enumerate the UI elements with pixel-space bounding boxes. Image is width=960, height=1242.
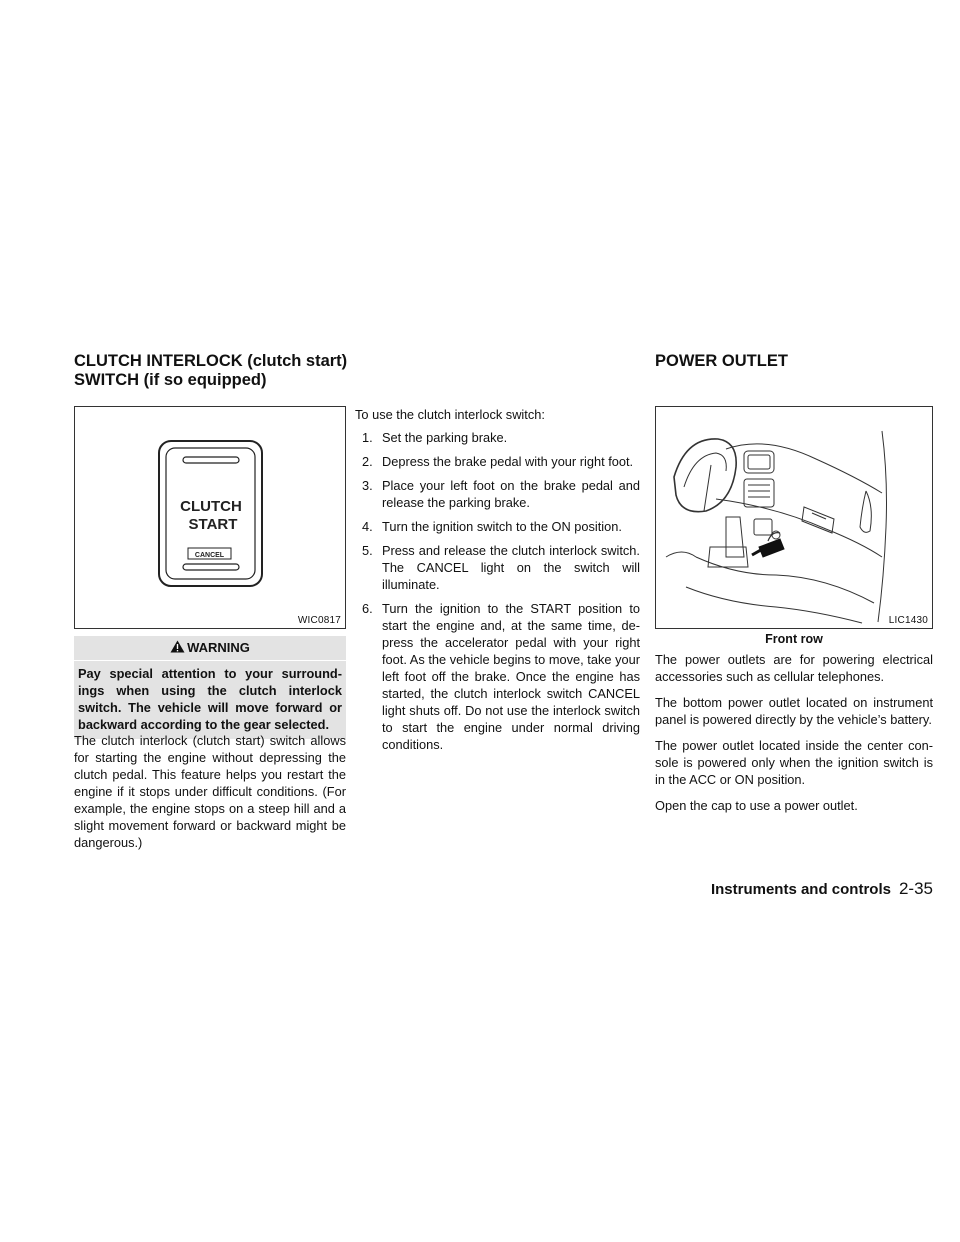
steps-section bbox=[355, 406, 640, 760]
switch-label-clutch: CLUTCH bbox=[180, 498, 242, 515]
warning-text: Pay special attention to your surround-ings when using the clutch interlock switch. The vehicle will move forward or backward according to the gear selected. bbox=[74, 661, 346, 739]
list-item bbox=[355, 518, 640, 535]
steps-list bbox=[355, 429, 640, 753]
switch-label-cancel: CANCEL bbox=[194, 552, 225, 559]
warning-title bbox=[74, 636, 346, 660]
clutch-description-paragraph: The clutch interlock (clutch start) switch allows for starting the engine without depressing the clutch pedal. This feature helps you restart the engine if it stops under difficult conditions. (For example, the engine stops on a steep hill and a slight movement forward or backward might be dangerous.) bbox=[74, 733, 346, 850]
page-footer bbox=[711, 879, 933, 899]
clutch-switch-figure bbox=[74, 406, 346, 629]
paragraph: Open the cap to use a power outlet. bbox=[655, 798, 858, 813]
power-outlet-text bbox=[655, 651, 933, 823]
step-text: Depress the brake pedal with your right foot. bbox=[382, 454, 634, 469]
warning-triangle-icon bbox=[170, 640, 185, 653]
step-number: 4. bbox=[362, 519, 373, 534]
step-number: 6. bbox=[362, 601, 373, 616]
step-number: 5. bbox=[362, 543, 373, 558]
step-number: 3. bbox=[362, 478, 373, 493]
list-item bbox=[355, 429, 640, 446]
step-text: Turn the ignition to the START position to start the engine and, at the same time, de-press the accelerator pedal with your right foot. As the vehicle begins to move, take your left foot off the brake. Once the engine has started, the clutch interlock switch CANCEL light shuts off. Do not use the interlock switch to start the engine under normal driving conditions. bbox=[382, 601, 640, 752]
step-text: Turn the ignition switch to the ON position. bbox=[382, 519, 622, 534]
section-heading-clutch-interlock bbox=[74, 352, 347, 390]
figure-code: WIC0817 bbox=[297, 615, 341, 626]
steps-intro: To use the clutch interlock switch: bbox=[355, 407, 545, 422]
list-item bbox=[355, 477, 640, 511]
clutch-description bbox=[74, 732, 346, 860]
section-heading-power-outlet: POWER OUTLET bbox=[655, 352, 788, 370]
heading-line-2: SWITCH (if so equipped) bbox=[74, 371, 267, 389]
list-item bbox=[355, 542, 640, 593]
heading-line-1: CLUTCH INTERLOCK (clutch start) bbox=[74, 352, 348, 370]
paragraph: The power outlets are for powering electrical accessories such as cellular telephones. bbox=[655, 652, 933, 684]
step-text: Press and release the clutch interlock switch. The CANCEL light on the switch will illuminate. bbox=[382, 543, 640, 592]
page-number: 2-35 bbox=[898, 879, 933, 898]
paragraph: The bottom power outlet located on instrument panel is powered directly by the vehicle’s battery. bbox=[655, 695, 933, 727]
paragraph: The power outlet located inside the center con-sole is powered only when the ignition switch is in the ACC or ON position. bbox=[655, 738, 933, 787]
step-text: Set the parking brake. bbox=[382, 430, 508, 445]
footer-section-title: Instruments and controls bbox=[710, 881, 891, 898]
step-number: 2. bbox=[362, 454, 373, 469]
figure-code: LIC1430 bbox=[888, 615, 928, 626]
figure-caption: Front row bbox=[765, 632, 823, 646]
step-number: 1. bbox=[362, 430, 373, 445]
step-text: Place your left foot on the brake pedal and release the parking brake. bbox=[382, 478, 640, 510]
warning-title-text: WARNING bbox=[187, 640, 250, 655]
switch-label-start: START bbox=[188, 516, 238, 533]
list-item bbox=[355, 453, 640, 470]
dashboard-illustration bbox=[656, 407, 934, 630]
clutch-switch-illustration bbox=[75, 407, 347, 630]
power-outlet-figure bbox=[655, 406, 933, 629]
list-item bbox=[355, 600, 640, 753]
